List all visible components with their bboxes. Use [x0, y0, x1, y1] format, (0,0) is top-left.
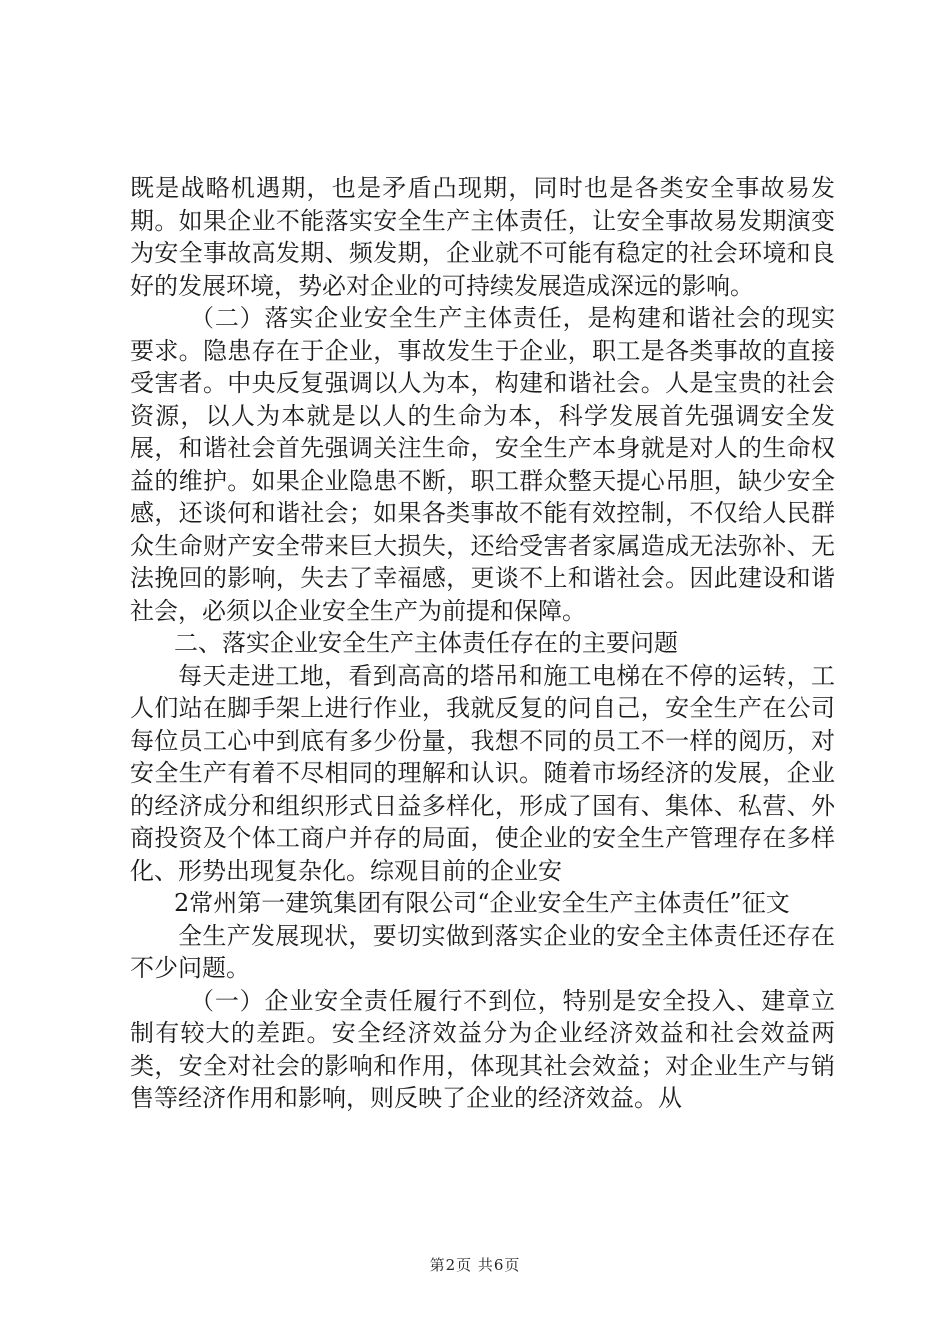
document-body [130, 172, 835, 1115]
paragraph-continuation: 既是战略机遇期，也是矛盾凸现期，同时也是各类安全事故易发期。如果企业不能落实安全生产主体责任，让安全事故易发期演变为安全事故高发期、频发期，企业就不可能有稳定的社会环境和良好的发展环境，势必对企业的可持续发展造成深远的影响。 [130, 174, 835, 300]
page-footer: 第2页 共6页 [429, 1256, 521, 1274]
paragraph-subsection-one: （一）企业安全责任履行不到位，特别是安全投入、建章立制有较大的差距。安全经济效益分为企业经济效益和社会效益两类，安全对社会的影响和作用，体现其社会效益；对企业生产与销售等经济作用和影响，则反映了企业的经济效益。从 [130, 986, 835, 1112]
running-header: 2常州第一建筑集团有限公司“企业安全生产主体责任”征文 [174, 889, 790, 917]
paragraph-section-two: （二）落实企业安全生产主体责任，是构建和谐社会的现实要求。隐患存在于企业，事故发生于企业，职工是各类事故的直接受害者。中央反复强调以人为本，构建和谐社会。人是宝贵的社会资源，以人为本就是以人的生命为本，科学发展首先强调安全发展，和谐社会首先强调关注生命，安全生产本身就是对人的生命权益的维护。如果企业隐患不断，职工群众整天提心吊胆，缺少安全感，还谈何和谐社会；如果各类事故不能有效控制，不仅给人民群众生命财产安全带来巨大损失，还给受害者家属造成无法弥补、无法挽回的影响，失去了幸福感，更谈不上和谐社会。因此建设和谐社会，必须以企业安全生产为前提和保障。 [130, 304, 835, 625]
paragraph-worksite: 每天走进工地，看到高高的塔吊和施工电梯在不停的运转，工人们站在脚手架上进行作业，我就反复的问自己，安全生产在公司每位员工心中到底有多少份量，我想不同的员工不一样的阅历，对安全生产有着不尽相同的理解和认识。随着市场经济的发展，企业的经济成分和组织形式日益多样化，形成了国有、集体、私营、外商投资及个体工商户并存的局面，使企业的安全生产管理存在多样化、形势出现复杂化。综观目前的企业安 [130, 661, 835, 885]
paragraph-status: 全生产发展现状，要切实做到落实企业的安全主体责任还存在不少问题。 [130, 921, 835, 982]
section-heading: 二、落实企业安全生产主体责任存在的主要问题 [174, 629, 678, 657]
